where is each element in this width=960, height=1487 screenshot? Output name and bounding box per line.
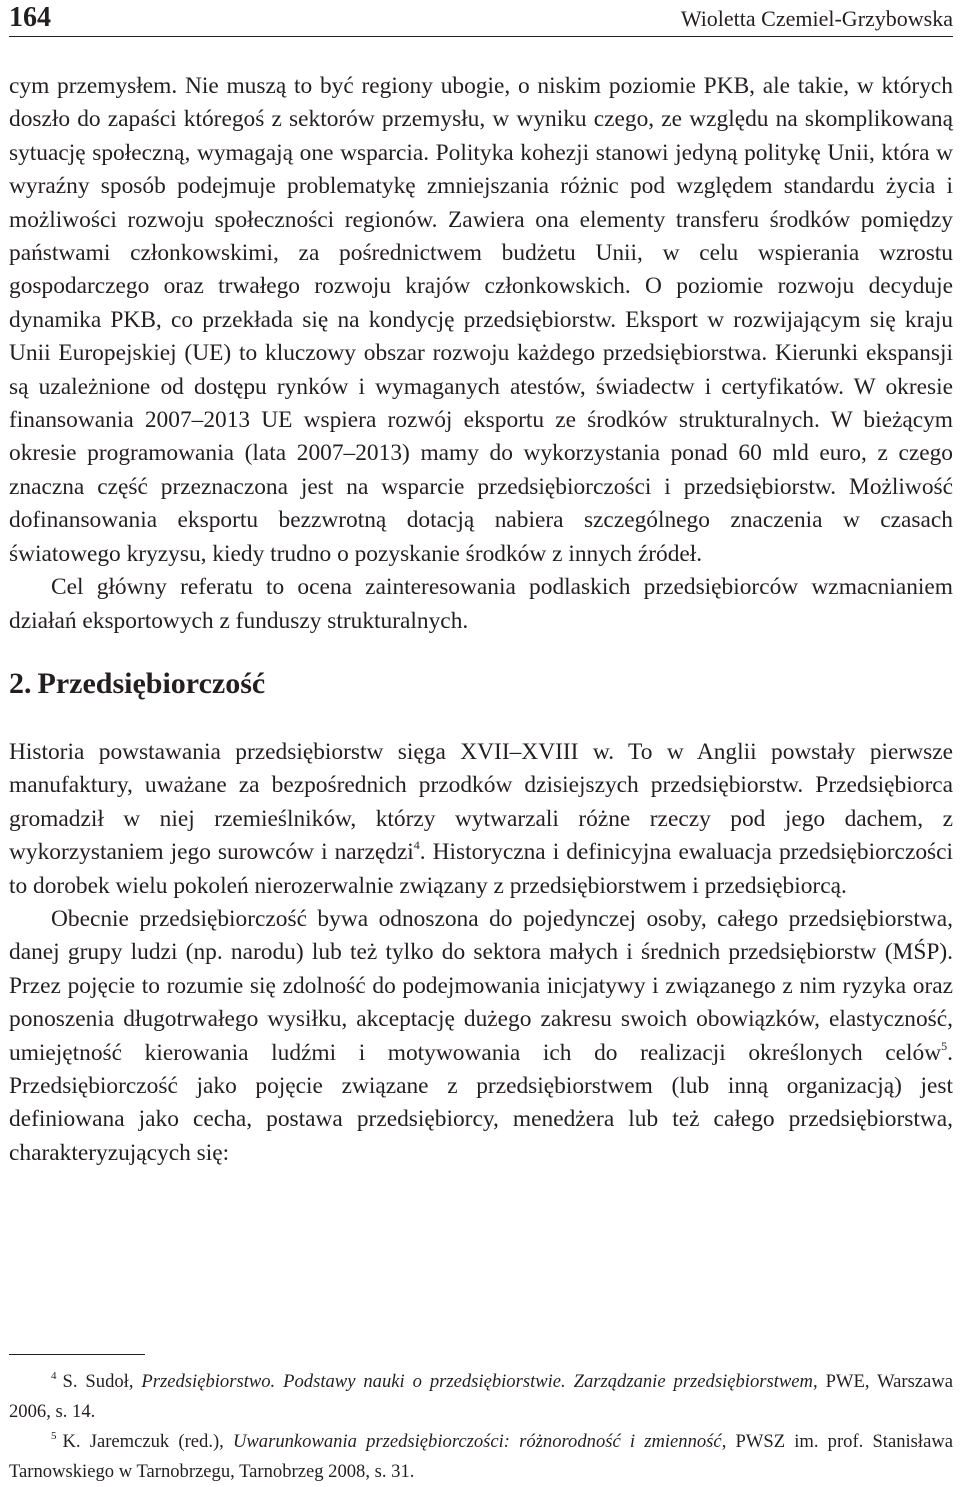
main-text (9, 70, 953, 1170)
page-number: 164 (9, 2, 51, 33)
footnote-title: Przedsiębiorstwo. Podstawy nauki o przedsiębiorstwie. Zarządzanie przedsiębiorstwem (141, 1371, 813, 1392)
footnote-divider (9, 1354, 145, 1355)
footnote-author: K. Jaremczuk (red.), (62, 1431, 233, 1452)
paragraph-text: . Historyczna i definicyjna ewaluacja przedsiębiorczości to dorobek wielu pokoleń nierozerwalnie związany z przedsiębiorstwem i przedsiębiorcą. (9, 839, 953, 899)
paragraph-text: Historia powstawania przedsiębiorstw sięga XVII–XVIII w. To w Anglii powstały pierwsze manufaktury, uważane za bezpośrednich przodków dzisiejszych przedsiębiorstw. Przedsiębiorca gromadził w niej rzemieślników, którzy wytwarzali różne rzeczy pod jego dachem, z wykorzystaniem jego surowców i narzędzi (9, 738, 953, 866)
footnotes (9, 1367, 953, 1487)
footnote (9, 1427, 953, 1487)
footnote-mark: 4 (51, 1370, 57, 1382)
running-head-author: Wioletta Czemiel-Grzybowska (680, 6, 953, 31)
footnote (9, 1367, 953, 1427)
page-header (9, 0, 953, 37)
footnote-publication: , PWSZ im. prof. Stanisława Tarnowskiego w Tarnobrzegu, Tarnobrzeg 2008, s. 31. (9, 1431, 954, 1482)
footnote-author: S. Sudoł, (62, 1371, 142, 1392)
section-title: Przedsiębiorczość (37, 666, 266, 700)
paragraph: Cel główny referatu to ocena zainteresowania podlaskich przedsiębiorców wzmacnianiem działań eksportowych z funduszy strukturalnych. (9, 574, 953, 634)
footnote-publication: , PWE, Warszawa 2006, s. 14. (9, 1371, 953, 1422)
paragraph-text: Obecnie przedsiębiorczość bywa odnoszona do pojedynczej osoby, całego przedsiębiorstwa, danej grupy ludzi (np. narodu) lub też tylko do sektora małych i średnich przedsiębiorstw (MŚP). Przez pojęcie to rozumie się zdolność do podejmowania inicjatywy i związanego z nim ryzyka oraz ponoszenia długotrwałego wysiłku, akceptację dużego zakresu swoich obowiązków, elastyczność, umiejętność kierowania ludźmi i motywowania ich do realizacji określonych celów (9, 905, 953, 1066)
footnote-reference[interactable]: 4 (413, 838, 420, 853)
section-heading (9, 666, 953, 702)
paragraph: cym przemysłem. Nie muszą to być regiony ubogie, o niskim poziomie PKB, ale takie, w których doszło do zapaści któregoś z sektorów przemysłu, w wyniku czego, ze względu na skomplikowaną sytuację społeczną, wymagają one wsparcia. Polityka kohezji stanowi jedyną politykę Unii, która w wyraźny sposób podejmuje problematykę zmniejszania różnic pod względem standardu życia i możliwości rozwoju społeczności regionów. Zawiera ona elementy transferu środków pomiędzy państwami członkowskimi, za pośrednictwem budżetu Unii, w celu wspierania wzrostu gospodarczego oraz trwałego rozwoju krajów członkowskich. O poziomie rozwoju decyduje dynamika PKB, co przekłada się na kondycję przedsiębiorstw. Eksport w rozwijającym się kraju Unii Europejskiej (UE) to kluczowy obszar rozwoju każdego przedsiębiorstwa. Kierunki ekspansji są uzależnione od dostępu rynków i wymaganych atestów, świadectw i certyfikatów. W okresie finansowania 2007–2013 UE wspiera rozwój eksportu ze środków strukturalnych. W bieżącym okresie programowania (lata 2007–2013) mamy do wykorzystania ponad 60 mld euro, z czego znaczna część przeznaczona jest na wsparcie przedsiębiorczości i przedsiębiorstw. Możliwość dofinansowania eksportu bezzwrotną dotacją nabiera szczególnego znaczenia w czasach światowego kryzysu, kiedy trudno o pozyskanie środków z innych źródeł. (9, 73, 953, 567)
paragraph-text: . Przedsiębiorczość jako pojęcie związane z przedsiębiorstwem (lub inną organizacją) jest definiowana jako cecha, postawa przedsiębiorcy, menedżera lub też całego przedsiębiorstwa, charakteryzujących się: (9, 1039, 953, 1166)
footnote-title: Uwarunkowania przedsiębiorczości: różnorodność i zmienność (232, 1431, 722, 1452)
paragraph (9, 736, 953, 903)
footnote-reference[interactable]: 5 (941, 1038, 948, 1053)
paragraph (9, 903, 953, 1170)
section-number: 2. (9, 666, 32, 700)
footnote-mark: 5 (51, 1430, 57, 1442)
